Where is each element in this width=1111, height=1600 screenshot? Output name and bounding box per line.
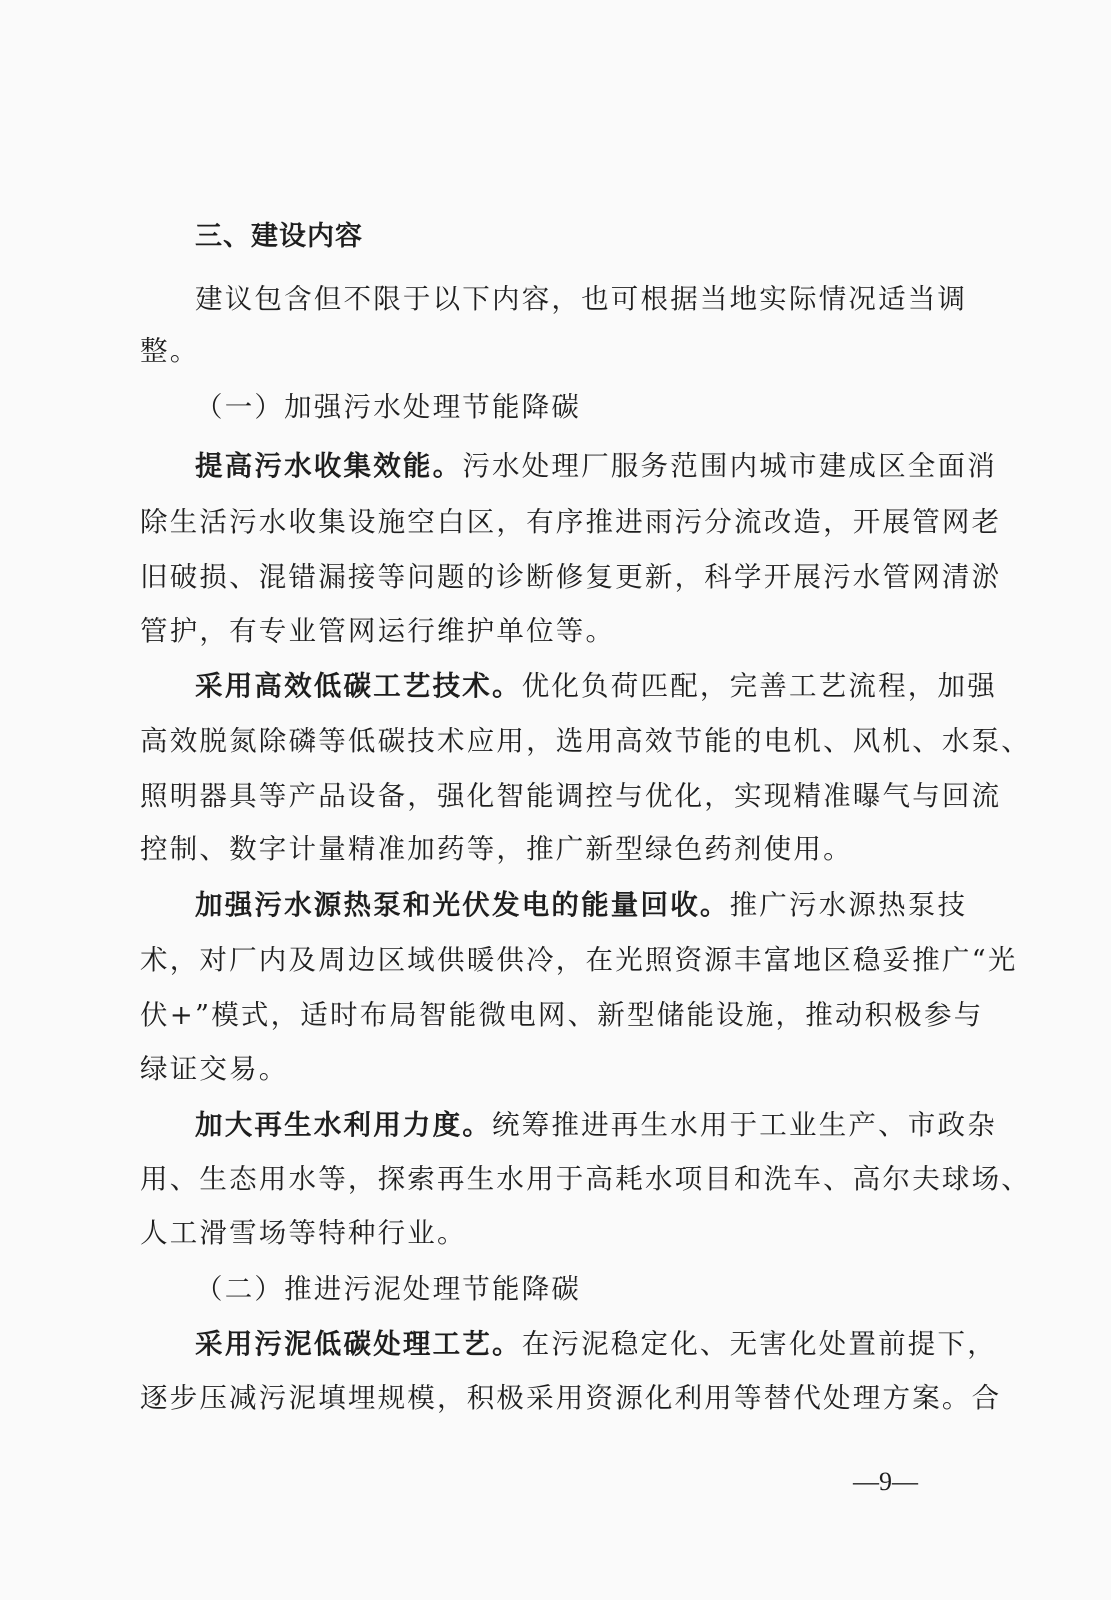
paragraph-1-line-4: 管护，有专业管网运行维护单位等。 bbox=[140, 615, 616, 647]
intro-line-2: 整。 bbox=[140, 335, 200, 367]
paragraph-4-line-3: 人工滑雪场等特种行业。 bbox=[140, 1217, 467, 1249]
paragraph-3-lead: 加强污水源热泵和光伏发电的能量回收。 bbox=[195, 889, 730, 921]
paragraph-3-text: 推广污水源热泵技 bbox=[729, 889, 968, 921]
paragraph-4-line-1 bbox=[195, 1108, 997, 1142]
paragraph-4-line-2: 用、生态用水等，探索再生水用于高耗水项目和洗车、高尔夫球场、 bbox=[140, 1163, 1031, 1195]
paragraph-5-line-1 bbox=[195, 1327, 997, 1361]
paragraph-3-line-1 bbox=[195, 888, 967, 922]
page-number: —9— bbox=[853, 1467, 918, 1496]
paragraph-2-lead: 采用高效低碳工艺技术。 bbox=[195, 670, 522, 702]
paragraph-1-text: 污水处理厂服务范围内城市建成区全面消 bbox=[462, 450, 997, 482]
subsection-heading-1: （一）加强污水处理节能降碳 bbox=[195, 391, 582, 423]
document-page bbox=[140, 0, 1031, 1600]
paragraph-4-lead: 加大再生水利用力度。 bbox=[195, 1109, 492, 1141]
paragraph-2-text: 优化负荷匹配，完善工艺流程，加强 bbox=[521, 670, 997, 702]
paragraph-5-text: 在污泥稳定化、无害化处置前提下， bbox=[521, 1328, 997, 1360]
paragraph-1-line-3: 旧破损、混错漏接等问题的诊断修复更新，科学开展污水管网清淤 bbox=[140, 561, 1002, 593]
paragraph-3-line-4: 绿证交易。 bbox=[140, 1053, 289, 1085]
paragraph-4-text: 统筹推进再生水用于工业生产、市政杂 bbox=[492, 1109, 997, 1141]
paragraph-1-line-1 bbox=[195, 449, 997, 483]
paragraph-2-line-4: 控制、数字计量精准加药等，推广新型绿色药剂使用。 bbox=[140, 833, 853, 865]
paragraph-3-line-3: 伏+”模式，适时布局智能微电网、新型储能设施，推动积极参与 bbox=[140, 999, 984, 1031]
paragraph-2-line-3: 照明器具等产品设备，强化智能调控与优化，实现精准曝气与回流 bbox=[140, 780, 1002, 812]
section-heading: 三、建设内容 bbox=[195, 221, 363, 252]
paragraph-1-line-2: 除生活污水收集设施空白区，有序推进雨污分流改造，开展管网老 bbox=[140, 506, 1002, 538]
paragraph-5-lead: 采用污泥低碳处理工艺。 bbox=[195, 1328, 522, 1360]
intro-line-1: 建议包含但不限于以下内容，也可根据当地实际情况适当调 bbox=[195, 283, 968, 315]
paragraph-1-lead: 提高污水收集效能。 bbox=[195, 450, 463, 482]
paragraph-2-line-2: 高效脱氮除磷等低碳技术应用，选用高效节能的电机、风机、水泵、 bbox=[140, 725, 1031, 757]
paragraph-2-line-1 bbox=[195, 669, 997, 703]
subsection-heading-2: （二）推进污泥处理节能降碳 bbox=[195, 1273, 582, 1305]
paragraph-5-line-2: 逐步压减污泥填埋规模，积极采用资源化利用等替代处理方案。合 bbox=[140, 1382, 1002, 1414]
paragraph-3-line-2: 术，对厂内及周边区域供暖供冷，在光照资源丰富地区稳妥推广“光 bbox=[140, 944, 1018, 976]
